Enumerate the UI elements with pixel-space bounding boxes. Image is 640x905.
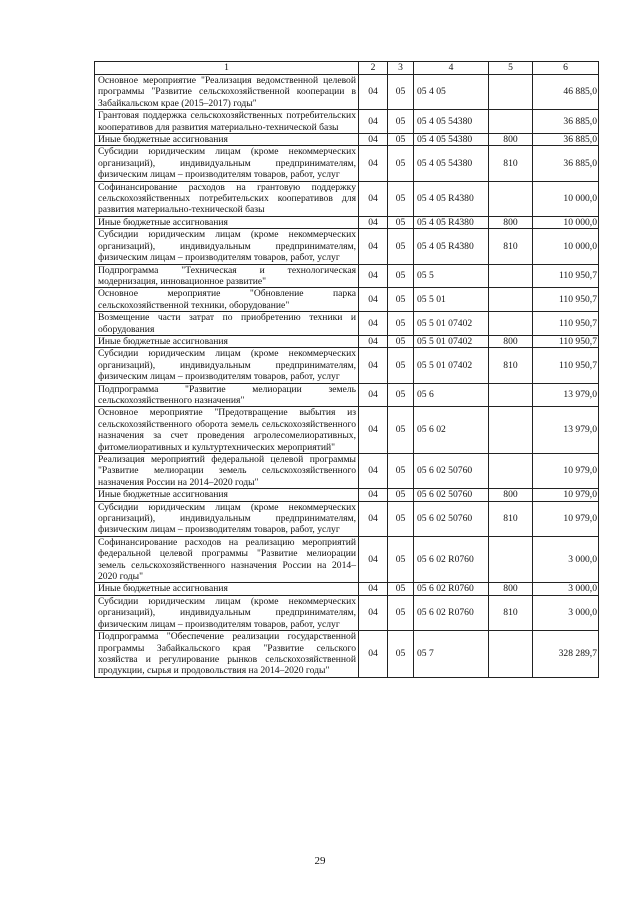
row-name-cell: Основное мероприятие "Реализация ведомственной целевой программы "Развитие сельскохозяйственной кооперации в Забайкальском крае (2015–2017) годы" <box>95 75 359 110</box>
sum-cell: 3 000,0 <box>533 583 599 595</box>
sum-cell: 328 289,7 <box>533 631 599 678</box>
table-row <box>95 75 599 110</box>
sum-cell: 110 950,7 <box>533 348 599 383</box>
row-name-cell: Субсидии юридическим лицам (кроме некоммерческих организаций), индивидуальным предпринимателям, физическим лицам – производителям товаров, работ, услуг <box>95 595 359 630</box>
header-cell: 1 <box>95 62 359 75</box>
vr-cell <box>489 536 533 583</box>
csr-cell: 05 6 02 R0760 <box>414 536 489 583</box>
row-name-cell: Подпрограмма "Обеспечение реализации государственной программы Забайкальского края "Развитие сельского хозяйства и регулирование рынков сельскохозяйственной продукции, сырья и продовольствия на 2014–2020 годы" <box>95 631 359 678</box>
pr-cell: 05 <box>388 264 414 288</box>
header-cell: 6 <box>533 62 599 75</box>
pr-cell: 05 <box>388 631 414 678</box>
rz-cell: 04 <box>359 75 388 110</box>
sum-cell: 10 000,0 <box>533 181 599 216</box>
vr-cell <box>489 454 533 489</box>
sum-cell: 110 950,7 <box>533 312 599 336</box>
rz-cell: 04 <box>359 383 388 407</box>
pr-cell: 05 <box>388 288 414 312</box>
table-row <box>95 501 599 536</box>
csr-cell: 05 5 01 07402 <box>414 312 489 336</box>
csr-cell: 05 4 05 R4380 <box>414 229 489 264</box>
sum-cell: 10 979,0 <box>533 489 599 501</box>
header-row <box>95 62 599 75</box>
pr-cell: 05 <box>388 595 414 630</box>
rz-cell: 04 <box>359 229 388 264</box>
vr-cell: 800 <box>489 335 533 347</box>
row-name-cell: Субсидии юридическим лицам (кроме некоммерческих организаций), индивидуальным предпринимателям, физическим лицам – производителям товаров, работ, услуг <box>95 501 359 536</box>
sum-cell: 10 979,0 <box>533 454 599 489</box>
sum-cell: 13 979,0 <box>533 407 599 454</box>
sum-cell: 3 000,0 <box>533 536 599 583</box>
vr-cell: 800 <box>489 489 533 501</box>
table-row <box>95 407 599 454</box>
csr-cell: 05 6 <box>414 383 489 407</box>
csr-cell: 05 5 01 07402 <box>414 348 489 383</box>
vr-cell: 810 <box>489 595 533 630</box>
table-row <box>95 536 599 583</box>
table-row <box>95 264 599 288</box>
table-row <box>95 454 599 489</box>
rz-cell: 04 <box>359 335 388 347</box>
pr-cell: 05 <box>388 583 414 595</box>
row-name-cell: Субсидии юридическим лицам (кроме некоммерческих организаций), индивидуальным предпринимателям, физическим лицам – производителям товаров, работ, услуг <box>95 229 359 264</box>
pr-cell: 05 <box>388 134 414 146</box>
rz-cell: 04 <box>359 407 388 454</box>
table-row <box>95 631 599 678</box>
sum-cell: 36 885,0 <box>533 134 599 146</box>
sum-cell: 10 000,0 <box>533 229 599 264</box>
csr-cell: 05 5 01 07402 <box>414 335 489 347</box>
rz-cell: 04 <box>359 288 388 312</box>
rz-cell: 04 <box>359 348 388 383</box>
csr-cell: 05 4 05 <box>414 75 489 110</box>
vr-cell <box>489 264 533 288</box>
pr-cell: 05 <box>388 312 414 336</box>
vr-cell: 800 <box>489 583 533 595</box>
vr-cell <box>489 383 533 407</box>
pr-cell: 05 <box>388 75 414 110</box>
table-row <box>95 229 599 264</box>
rz-cell: 04 <box>359 181 388 216</box>
csr-cell: 05 4 05 54380 <box>414 134 489 146</box>
sum-cell: 110 950,7 <box>533 264 599 288</box>
pr-cell: 05 <box>388 110 414 134</box>
vr-cell <box>489 288 533 312</box>
header-cell: 2 <box>359 62 388 75</box>
csr-cell: 05 4 05 54380 <box>414 110 489 134</box>
table-row <box>95 216 599 228</box>
sum-cell: 13 979,0 <box>533 383 599 407</box>
page-number: 29 <box>314 855 326 867</box>
vr-cell: 810 <box>489 348 533 383</box>
sum-cell: 110 950,7 <box>533 335 599 347</box>
row-name-cell: Грантовая поддержка сельскохозяйственных потребительских кооперативов для развития материально-технической базы <box>95 110 359 134</box>
table-row <box>95 312 599 336</box>
row-name-cell: Субсидии юридическим лицам (кроме некоммерческих организаций), индивидуальным предпринимателям, физическим лицам – производителям товаров, работ, услуг <box>95 348 359 383</box>
pr-cell: 05 <box>388 383 414 407</box>
table-row <box>95 288 599 312</box>
pr-cell: 05 <box>388 216 414 228</box>
row-name-cell: Реализация мероприятий федеральной целевой программы "Развитие мелиорации земель сельскохозяйственного назначения России на 2014–2020 годы" <box>95 454 359 489</box>
row-name-cell: Подпрограмма "Развитие мелиорации земель сельскохозяйственного назначения" <box>95 383 359 407</box>
row-name-cell: Возмещение части затрат по приобретению техники и оборудования <box>95 312 359 336</box>
csr-cell: 05 6 02 50760 <box>414 489 489 501</box>
vr-cell <box>489 631 533 678</box>
table-row <box>95 383 599 407</box>
row-name-cell: Иные бюджетные ассигнования <box>95 335 359 347</box>
rz-cell: 04 <box>359 312 388 336</box>
vr-cell: 810 <box>489 501 533 536</box>
vr-cell: 810 <box>489 146 533 181</box>
csr-cell: 05 4 05 R4380 <box>414 181 489 216</box>
sum-cell: 36 885,0 <box>533 110 599 134</box>
vr-cell <box>489 181 533 216</box>
csr-cell: 05 6 02 50760 <box>414 454 489 489</box>
sum-cell: 110 950,7 <box>533 288 599 312</box>
csr-cell: 05 6 02 R0760 <box>414 583 489 595</box>
row-name-cell: Основное мероприятие "Обновление парка сельскохозяйственной техники, оборудование" <box>95 288 359 312</box>
table-row <box>95 348 599 383</box>
rz-cell: 04 <box>359 134 388 146</box>
pr-cell: 05 <box>388 407 414 454</box>
pr-cell: 05 <box>388 536 414 583</box>
rz-cell: 04 <box>359 536 388 583</box>
csr-cell: 05 7 <box>414 631 489 678</box>
row-name-cell: Подпрограмма "Техническая и технологическая модернизация, инновационное развитие" <box>95 264 359 288</box>
sum-cell: 46 885,0 <box>533 75 599 110</box>
table-row <box>95 146 599 181</box>
table-row <box>95 181 599 216</box>
rz-cell: 04 <box>359 489 388 501</box>
rz-cell: 04 <box>359 146 388 181</box>
pr-cell: 05 <box>388 146 414 181</box>
row-name-cell: Субсидии юридическим лицам (кроме некоммерческих организаций), индивидуальным предпринимателям, физическим лицам – производителям товаров, работ, услуг <box>95 146 359 181</box>
row-name-cell: Иные бюджетные ассигнования <box>95 134 359 146</box>
rz-cell: 04 <box>359 110 388 134</box>
pr-cell: 05 <box>388 181 414 216</box>
row-name-cell: Иные бюджетные ассигнования <box>95 489 359 501</box>
csr-cell: 05 5 <box>414 264 489 288</box>
vr-cell <box>489 75 533 110</box>
csr-cell: 05 6 02 R0760 <box>414 595 489 630</box>
rz-cell: 04 <box>359 631 388 678</box>
table-row <box>95 583 599 595</box>
pr-cell: 05 <box>388 489 414 501</box>
vr-cell: 800 <box>489 216 533 228</box>
pr-cell: 05 <box>388 335 414 347</box>
csr-cell: 05 6 02 <box>414 407 489 454</box>
pr-cell: 05 <box>388 454 414 489</box>
rz-cell: 04 <box>359 583 388 595</box>
table-row <box>95 134 599 146</box>
pr-cell: 05 <box>388 348 414 383</box>
vr-cell <box>489 110 533 134</box>
table-row <box>95 595 599 630</box>
table-row <box>95 335 599 347</box>
budget-table <box>94 61 599 678</box>
row-name-cell: Основное мероприятие "Предотвращение выбытия из сельскохозяйственного оборота земель сельскохозяйственного назначения за счет проведения агролесомелиоративных, фитомелиоративных и культуртехнических мероприятий" <box>95 407 359 454</box>
row-name-cell: Иные бюджетные ассигнования <box>95 583 359 595</box>
header-cell: 5 <box>489 62 533 75</box>
table-row <box>95 110 599 134</box>
rz-cell: 04 <box>359 501 388 536</box>
table-body <box>95 75 599 678</box>
row-name-cell: Иные бюджетные ассигнования <box>95 216 359 228</box>
row-name-cell: Софинансирование расходов на грантовую поддержку сельскохозяйственных потребительских кооперативов для развития материально-технической базы <box>95 181 359 216</box>
sum-cell: 10 979,0 <box>533 501 599 536</box>
sum-cell: 10 000,0 <box>533 216 599 228</box>
pr-cell: 05 <box>388 229 414 264</box>
rz-cell: 04 <box>359 264 388 288</box>
rz-cell: 04 <box>359 454 388 489</box>
vr-cell <box>489 312 533 336</box>
sum-cell: 36 885,0 <box>533 146 599 181</box>
csr-cell: 05 4 05 R4380 <box>414 216 489 228</box>
header-cell: 3 <box>388 62 414 75</box>
csr-cell: 05 5 01 <box>414 288 489 312</box>
vr-cell: 810 <box>489 229 533 264</box>
csr-cell: 05 6 02 50760 <box>414 501 489 536</box>
sum-cell: 3 000,0 <box>533 595 599 630</box>
table-row <box>95 489 599 501</box>
vr-cell <box>489 407 533 454</box>
rz-cell: 04 <box>359 216 388 228</box>
rz-cell: 04 <box>359 595 388 630</box>
pr-cell: 05 <box>388 501 414 536</box>
header-cell: 4 <box>414 62 489 75</box>
csr-cell: 05 4 05 54380 <box>414 146 489 181</box>
vr-cell: 800 <box>489 134 533 146</box>
row-name-cell: Софинансирование расходов на реализацию мероприятий федеральной целевой программы "Развитие мелиорации земель сельскохозяйственного назначения России на 2014–2020 годы" <box>95 536 359 583</box>
